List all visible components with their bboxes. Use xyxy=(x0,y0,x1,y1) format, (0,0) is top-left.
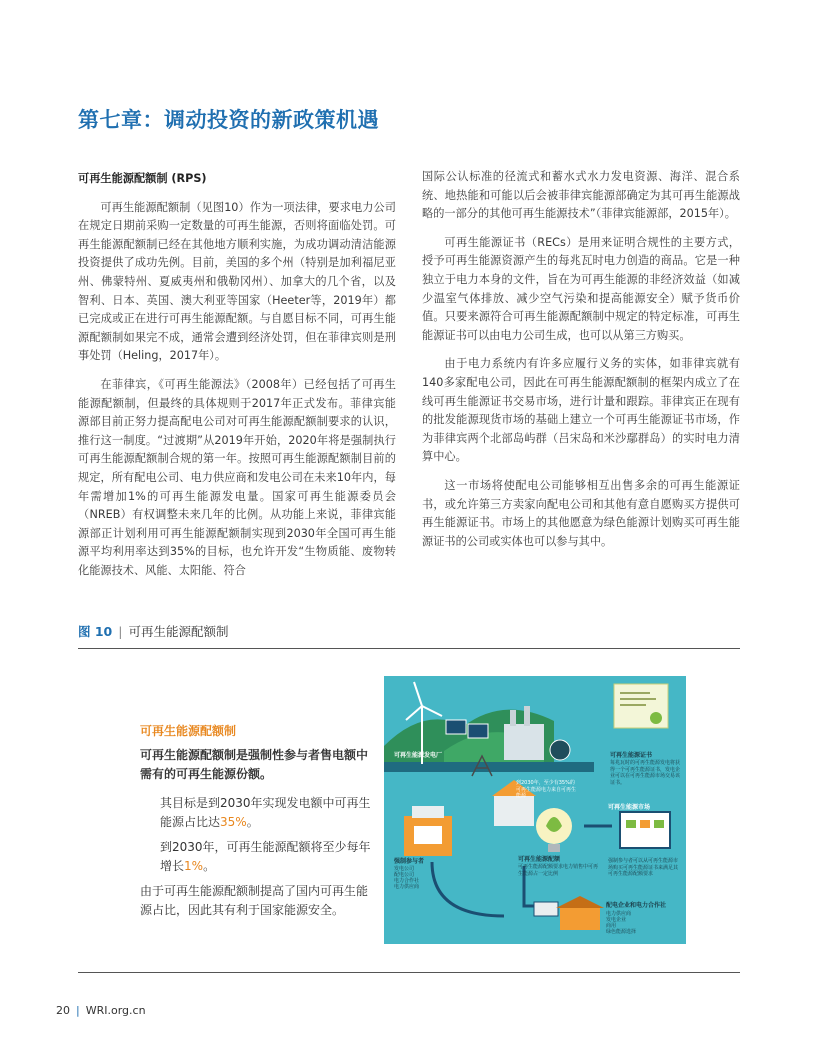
figure-top-rule xyxy=(78,648,740,649)
factory-icon xyxy=(504,724,544,760)
label-cert-text: 每兆瓦时的可再生能源发电将获得一个可再生能源证书，发电企业可以在可再生能源市场交易该证书。 xyxy=(610,760,681,786)
participant-item: 电力合作社 xyxy=(394,878,420,884)
right-column xyxy=(422,168,740,561)
house-icon xyxy=(560,908,600,930)
figure-caption xyxy=(78,622,228,640)
caption-separator: | xyxy=(118,624,123,639)
section-heading: 可再生能源配额制 (RPS) xyxy=(78,172,207,185)
highlight-value: 35% xyxy=(220,815,247,829)
paragraph: 在菲律宾，《可再生能源法》（2008年）已经包括了可再生能源配额制，但最终的具体规则于2017年正式发布。菲律宾能源部目前正努力提高配电公司对可再生能源配额制要求的认识，推行这一制度。“过渡期”从2019年开始，2020年将是强制执行可再生能源配额制合规的第一年。按照可再生能源配额制目前的规定，所有配电公司、电力供应商和发电公司在未来10年内，每年需增加1%的可再生能源发电量。国家可再生能源委员会（NREB）有权调整未来几年的比例。从功能上来说，菲律宾能源部正计划利用可再生能源配额制实现到2030年全国可再生能源平均利用率达到35%的目标，也允许开发“生物质能、废物转化能源技术、风能、太阳能、符合 xyxy=(78,377,396,577)
wind-turbine-icon xyxy=(422,706,442,716)
figure-bottom-rule xyxy=(78,972,740,973)
paragraph: 可再生能源证书（RECs）是用来证明合规性的主要方式，授予可再生能源资源产生的每兆瓦时电力创造的商品。它是一种独立于电力本身的文件，旨在为可再生能源的非经济效益（如减少温室气体排放、减少空气污染和提高能源安全）赋予货币价值。只要来源符合可再生能源配额制中规定的特定标准，可再生能源证书可以由电力公司生成，也可以从第三方购买。 xyxy=(422,235,740,342)
rps-infographic xyxy=(384,676,686,944)
participant-item: 配电公司 xyxy=(394,872,415,878)
wind-turbine-icon xyxy=(414,682,422,706)
house-roof-icon xyxy=(556,896,604,908)
box-note: 由于可再生能源配额制提高了国内可再生能源占比，因此其有利于国家能源安全。 xyxy=(140,884,369,917)
dam-icon xyxy=(550,740,570,760)
certificate-seal-icon xyxy=(650,712,662,724)
site-link[interactable]: WRI.org.cn xyxy=(85,1004,146,1017)
label-plant: 可再生能源发电厂 xyxy=(394,752,443,759)
paragraph: 由于电力系统内有许多应履行义务的实体，如菲律宾就有140多家配电公司，因此在可再生能源配额制的框架内成立了在线可再生能源证书交易市场，进行计量和跟踪。菲律宾正在现有的批发能源现货市场的基础上建立一个可再生能源证书市场，作为菲律宾两个北部岛屿群（吕宋岛和米沙鄢群岛）的实时电力清算中心。 xyxy=(422,357,740,464)
label-rps-title: 可再生能源配额 xyxy=(518,856,561,863)
paragraph: 这一市场将使配电公司能够相互出售多余的可再生能源证书，或允许第三方卖家向配电公司和其他有意自愿购买方提供可再生能源证书。市场上的其他愿意为绿色能源计划购买可再生能源证书的公司或实体也可以参与其中。 xyxy=(422,478,740,548)
figure-number: 图 10 xyxy=(78,624,113,639)
dist-item: 商用 xyxy=(606,923,617,929)
solar-panel-icon xyxy=(446,720,466,734)
label-rps-text: 可再生能源配额要求电力销售中可再生能源占一定比例 xyxy=(518,864,599,877)
label-trade: 强制参与者可以从可再生能源市场购买可再生能源证书来满足其可再生能源配额要求 xyxy=(608,858,679,877)
dist-item: 绿色能源选择 xyxy=(606,929,637,935)
paragraph: 可再生能源配额制（见图10）作为一项法律，要求电力公司在规定日期前采购一定数量的可再生能源，否则将面临处罚。可再生能源配额制已经在其他地方顺利实施，为成功调动清洁能源投资提供了成功先例。目前，美国的多个州（特别是加利福尼亚州、佛蒙特州、夏威夷州和俄勒冈州）、加拿大的几个省，以及智利、日本、英国、澳大利亚等国家（Heeter等，2019年）都已完成或正在进行可再生能源配额。与自愿目标不同，可再生能源配额制如果完不成，通常会遭到经济处罚，但在菲律宾则是刑事处罚（Heling，2017年）。 xyxy=(78,200,396,363)
bullet-text: 。 xyxy=(203,859,216,873)
solar-panel-icon xyxy=(468,724,488,738)
label-market: 可再生能源市场 xyxy=(608,804,651,811)
factory-chimney-icon xyxy=(510,710,516,726)
bullet-text: 其目标是到2030年实现发电额中可再生能源占比达 xyxy=(160,796,371,829)
label-dist-title: 配电企业和电力合作社 xyxy=(606,902,667,909)
box-definition: 可再生能源配额制是强制性参与者售电额中需有的可再生能源份额。 xyxy=(140,748,369,781)
market-screen-icon xyxy=(620,812,670,848)
participant-item: 电力供应商 xyxy=(394,884,420,890)
box-bullet-growth xyxy=(160,838,375,876)
page-footer xyxy=(56,1004,146,1017)
participant-item: 发电公司 xyxy=(394,866,415,872)
bullet-text: 。 xyxy=(246,815,259,829)
label-cert-title: 可再生能源证书 xyxy=(610,752,653,759)
figure-caption-text: 可再生能源配额制 xyxy=(128,624,229,639)
dist-item: 电力供应商 xyxy=(606,911,632,917)
highlight-value: 1% xyxy=(184,859,204,873)
page-number: 20 xyxy=(56,1004,70,1017)
label-participants-title: 强制参与者 xyxy=(394,858,425,865)
box-bullet-target xyxy=(160,794,375,832)
building-icon xyxy=(494,796,534,826)
label-2030: 到2030年，至少有35%的可再生能源电力来自可再生能源 xyxy=(516,780,577,799)
dist-item: 发电企业 xyxy=(606,917,627,923)
box-title: 可再生能源配额制 xyxy=(140,724,237,738)
factory-chimney-icon xyxy=(524,706,530,726)
paragraph: 国际公认标准的径流式和蓄水式水力发电资源、海洋、混合系统、地热能和可能以后会被菲律宾能源部确定为其可再生能源战略的一部分的其他可再生能源技术”（菲律宾能源部，2015年）。 xyxy=(422,170,740,221)
meter-icon xyxy=(534,902,558,916)
bullet-text: 到2030年，可再生能源配额将至少每年增长 xyxy=(160,840,371,873)
left-column xyxy=(78,168,396,590)
wind-turbine-icon xyxy=(406,706,422,720)
flow-arrow-icon xyxy=(432,862,504,916)
chapter-title: 第七章：调动投资的新政策机遇 xyxy=(78,108,379,132)
footer-separator: | xyxy=(76,1004,80,1017)
